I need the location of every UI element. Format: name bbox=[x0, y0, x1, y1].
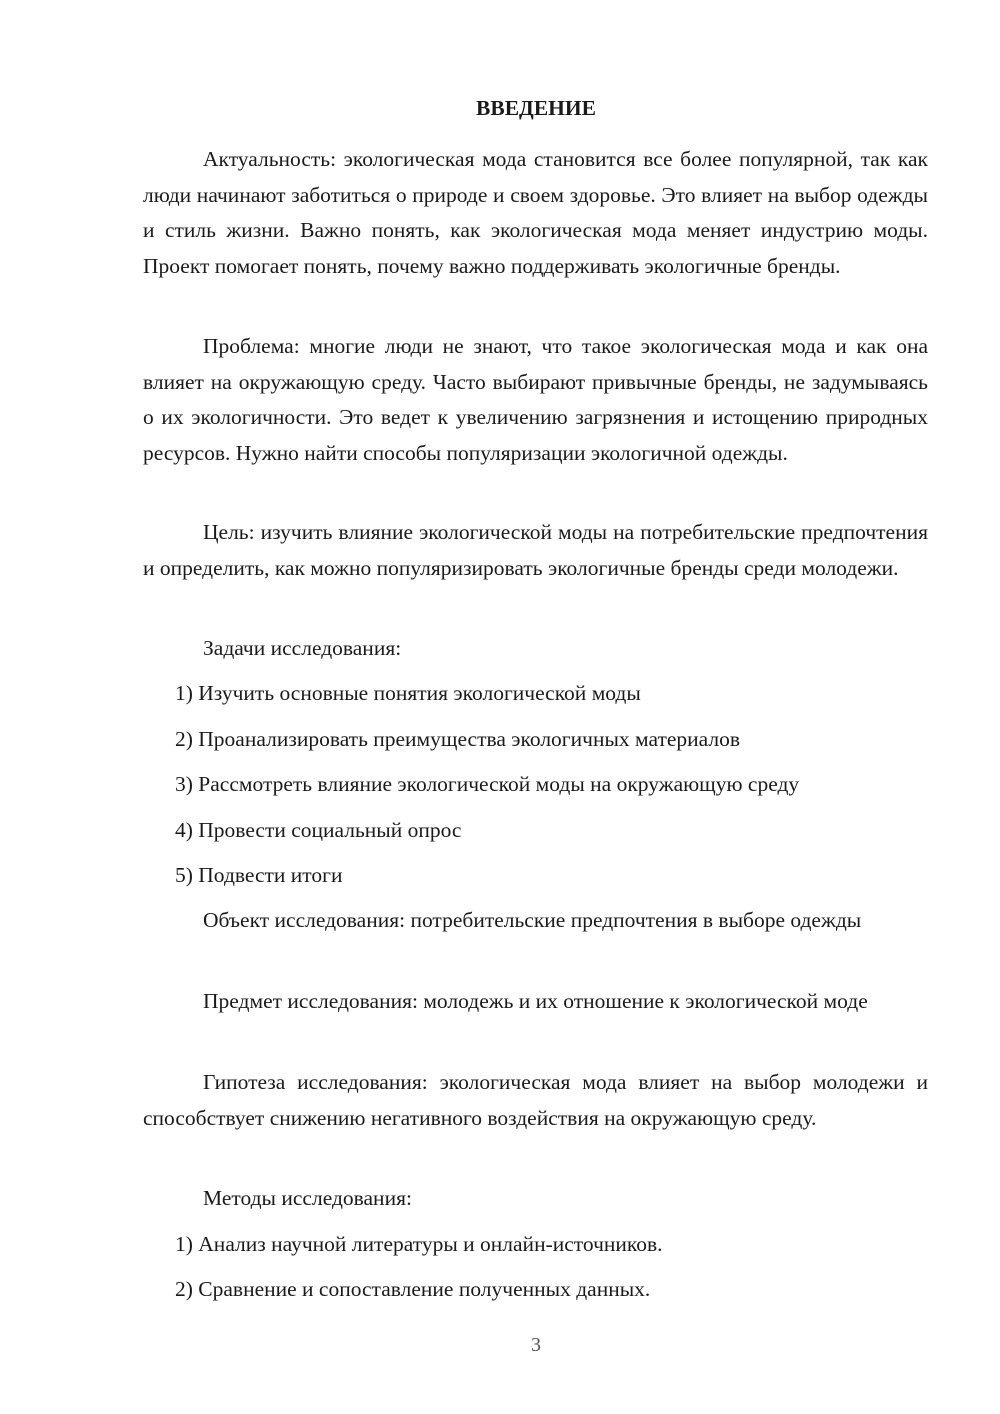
task-item-5: 5) Подвести итоги bbox=[175, 863, 343, 887]
task-item-1: 1) Изучить основные понятия экологической моды bbox=[175, 681, 641, 705]
methods-title: Методы исследования: bbox=[203, 1186, 412, 1210]
page-heading: ВВЕДЕНИЕ bbox=[476, 96, 596, 120]
tasks-title: Задачи исследования: bbox=[203, 636, 402, 660]
hypothesis-paragraph: Гипотеза исследования: экологическая мода влияет на выбор молодежи и способствует снижению негативного воздействия на окружающую среду. bbox=[143, 1070, 928, 1130]
goal-paragraph: Цель: изучить влияние экологической моды на потребительские предпочтения и определить, как можно популяризировать экологичные бренды среди молодежи. bbox=[143, 520, 928, 580]
problem-paragraph: Проблема: многие люди не знают, что такое экологическая мода и как она влияет на окружающую среду. Часто выбирают привычные бренды, не задумываясь о их экологичности. Это ведет к увеличению загрязнения и истощению природных ресурсов. Нужно найти способы популяризации экологичной одежды. bbox=[143, 334, 928, 465]
method-item-1: 1) Анализ научной литературы и онлайн-источников. bbox=[175, 1232, 663, 1256]
object-paragraph: Объект исследования: потребительские предпочтения в выборе одежды bbox=[203, 908, 862, 932]
page-number: 3 bbox=[531, 1334, 541, 1356]
method-item-2: 2) Сравнение и сопоставление полученных данных. bbox=[175, 1277, 651, 1301]
task-item-3: 3) Рассмотреть влияние экологической моды на окружающую среду bbox=[175, 772, 800, 796]
task-item-4: 4) Провести социальный опрос bbox=[175, 818, 462, 842]
task-item-2: 2) Проанализировать преимущества экологичных материалов bbox=[175, 727, 741, 751]
relevance-paragraph: Актуальность: экологическая мода становится все более популярной, так как люди начинают заботиться о природе и своем здоровье. Это влияет на выбор одежды и стиль жизни. Важно понять, как экологическая мода меняет индустрию моды. Проект помогает понять, почему важно поддерживать экологичные бренды. bbox=[143, 147, 928, 278]
subject-paragraph: Предмет исследования: молодежь и их отношение к экологической моде bbox=[203, 989, 868, 1013]
